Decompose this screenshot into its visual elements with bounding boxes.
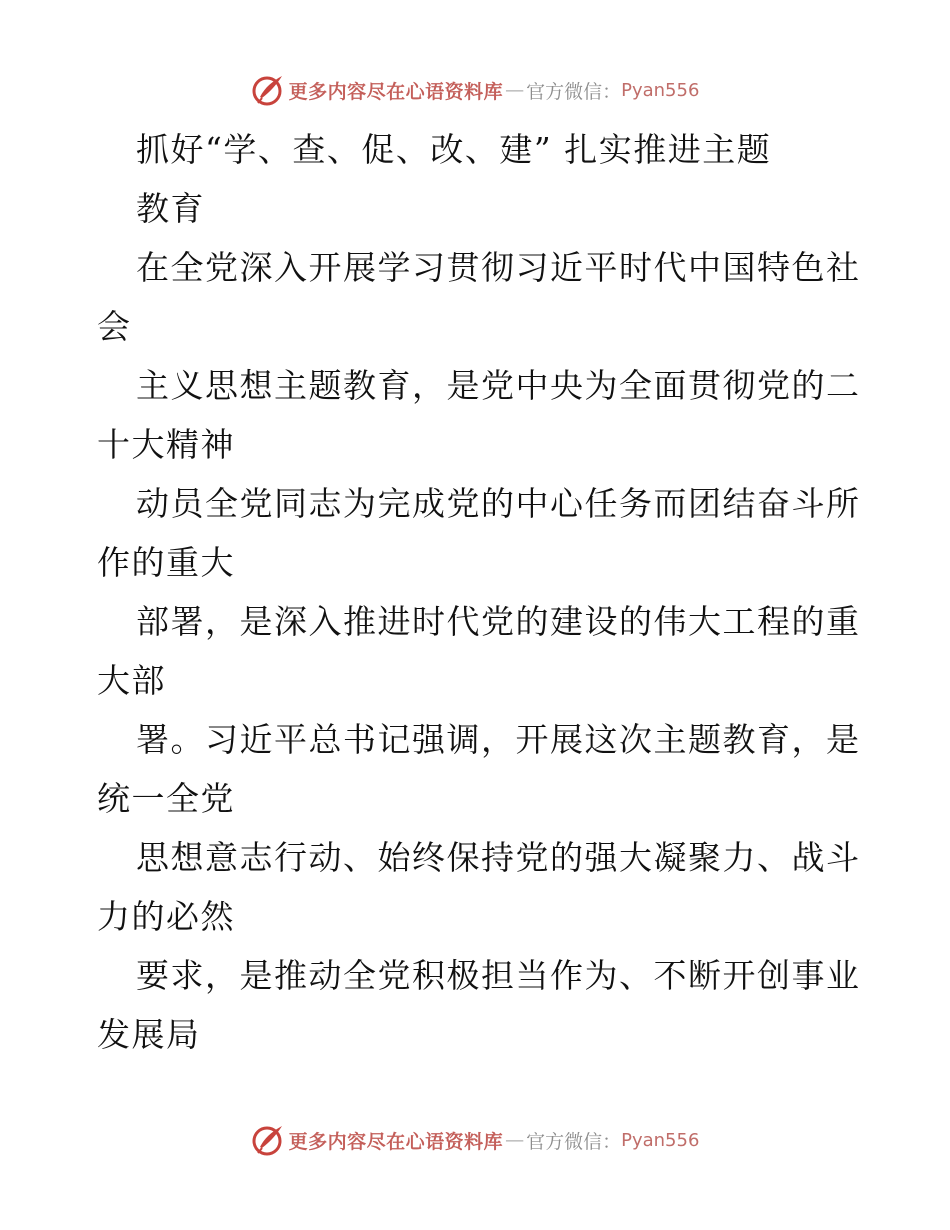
text-line: 部署，是深入推进时代党的建设的伟大工程的重: [136, 602, 861, 641]
text-line: 思想意志行动、始终保持党的强大凝聚力、战斗: [136, 838, 861, 877]
text-line: 统一全党: [97, 779, 235, 818]
watermark-dash: —: [505, 79, 525, 101]
watermark-main-text: 更多内容尽在心语资料库: [288, 1130, 504, 1153]
text-line: 作的重大: [97, 543, 235, 582]
document-body: [97, 120, 897, 1064]
text-line: 在全党深入开展学习贯彻习近平时代中国特色社: [136, 248, 861, 287]
watermark-wechat-label: 官方微信：: [526, 80, 622, 103]
text-line: 动员全党同志为完成党的中心任务而团结奋斗所: [136, 484, 861, 523]
footer-watermark: [0, 1120, 950, 1160]
title-line-2: 教育: [136, 189, 205, 228]
watermark-dash: —: [505, 1129, 525, 1151]
watermark-wechat-id: Pyan556: [621, 1129, 700, 1151]
quill-logo-icon: [251, 73, 285, 107]
watermark-wechat-label: 官方微信：: [526, 1130, 622, 1153]
watermark-wechat-id: Pyan556: [621, 79, 700, 101]
quill-logo-icon: [251, 1123, 285, 1157]
title-line-1: 抓好“学、查、促、改、建” 扎实推进主题: [136, 130, 772, 169]
text-line: 主义思想主题教育，是党中央为全面贯彻党的二: [136, 366, 861, 405]
text-line: 会: [97, 307, 132, 346]
text-line: 十大精神: [97, 425, 235, 464]
header-watermark: [0, 70, 950, 110]
text-line: 大部: [97, 661, 166, 700]
watermark-main-text: 更多内容尽在心语资料库: [288, 80, 504, 103]
text-line: 力的必然: [97, 897, 235, 936]
text-line: 要求，是推动全党积极担当作为、不断开创事业: [136, 956, 861, 995]
text-line: 发展局: [97, 1015, 201, 1054]
text-line: 署。习近平总书记强调，开展这次主题教育，是: [136, 720, 861, 759]
